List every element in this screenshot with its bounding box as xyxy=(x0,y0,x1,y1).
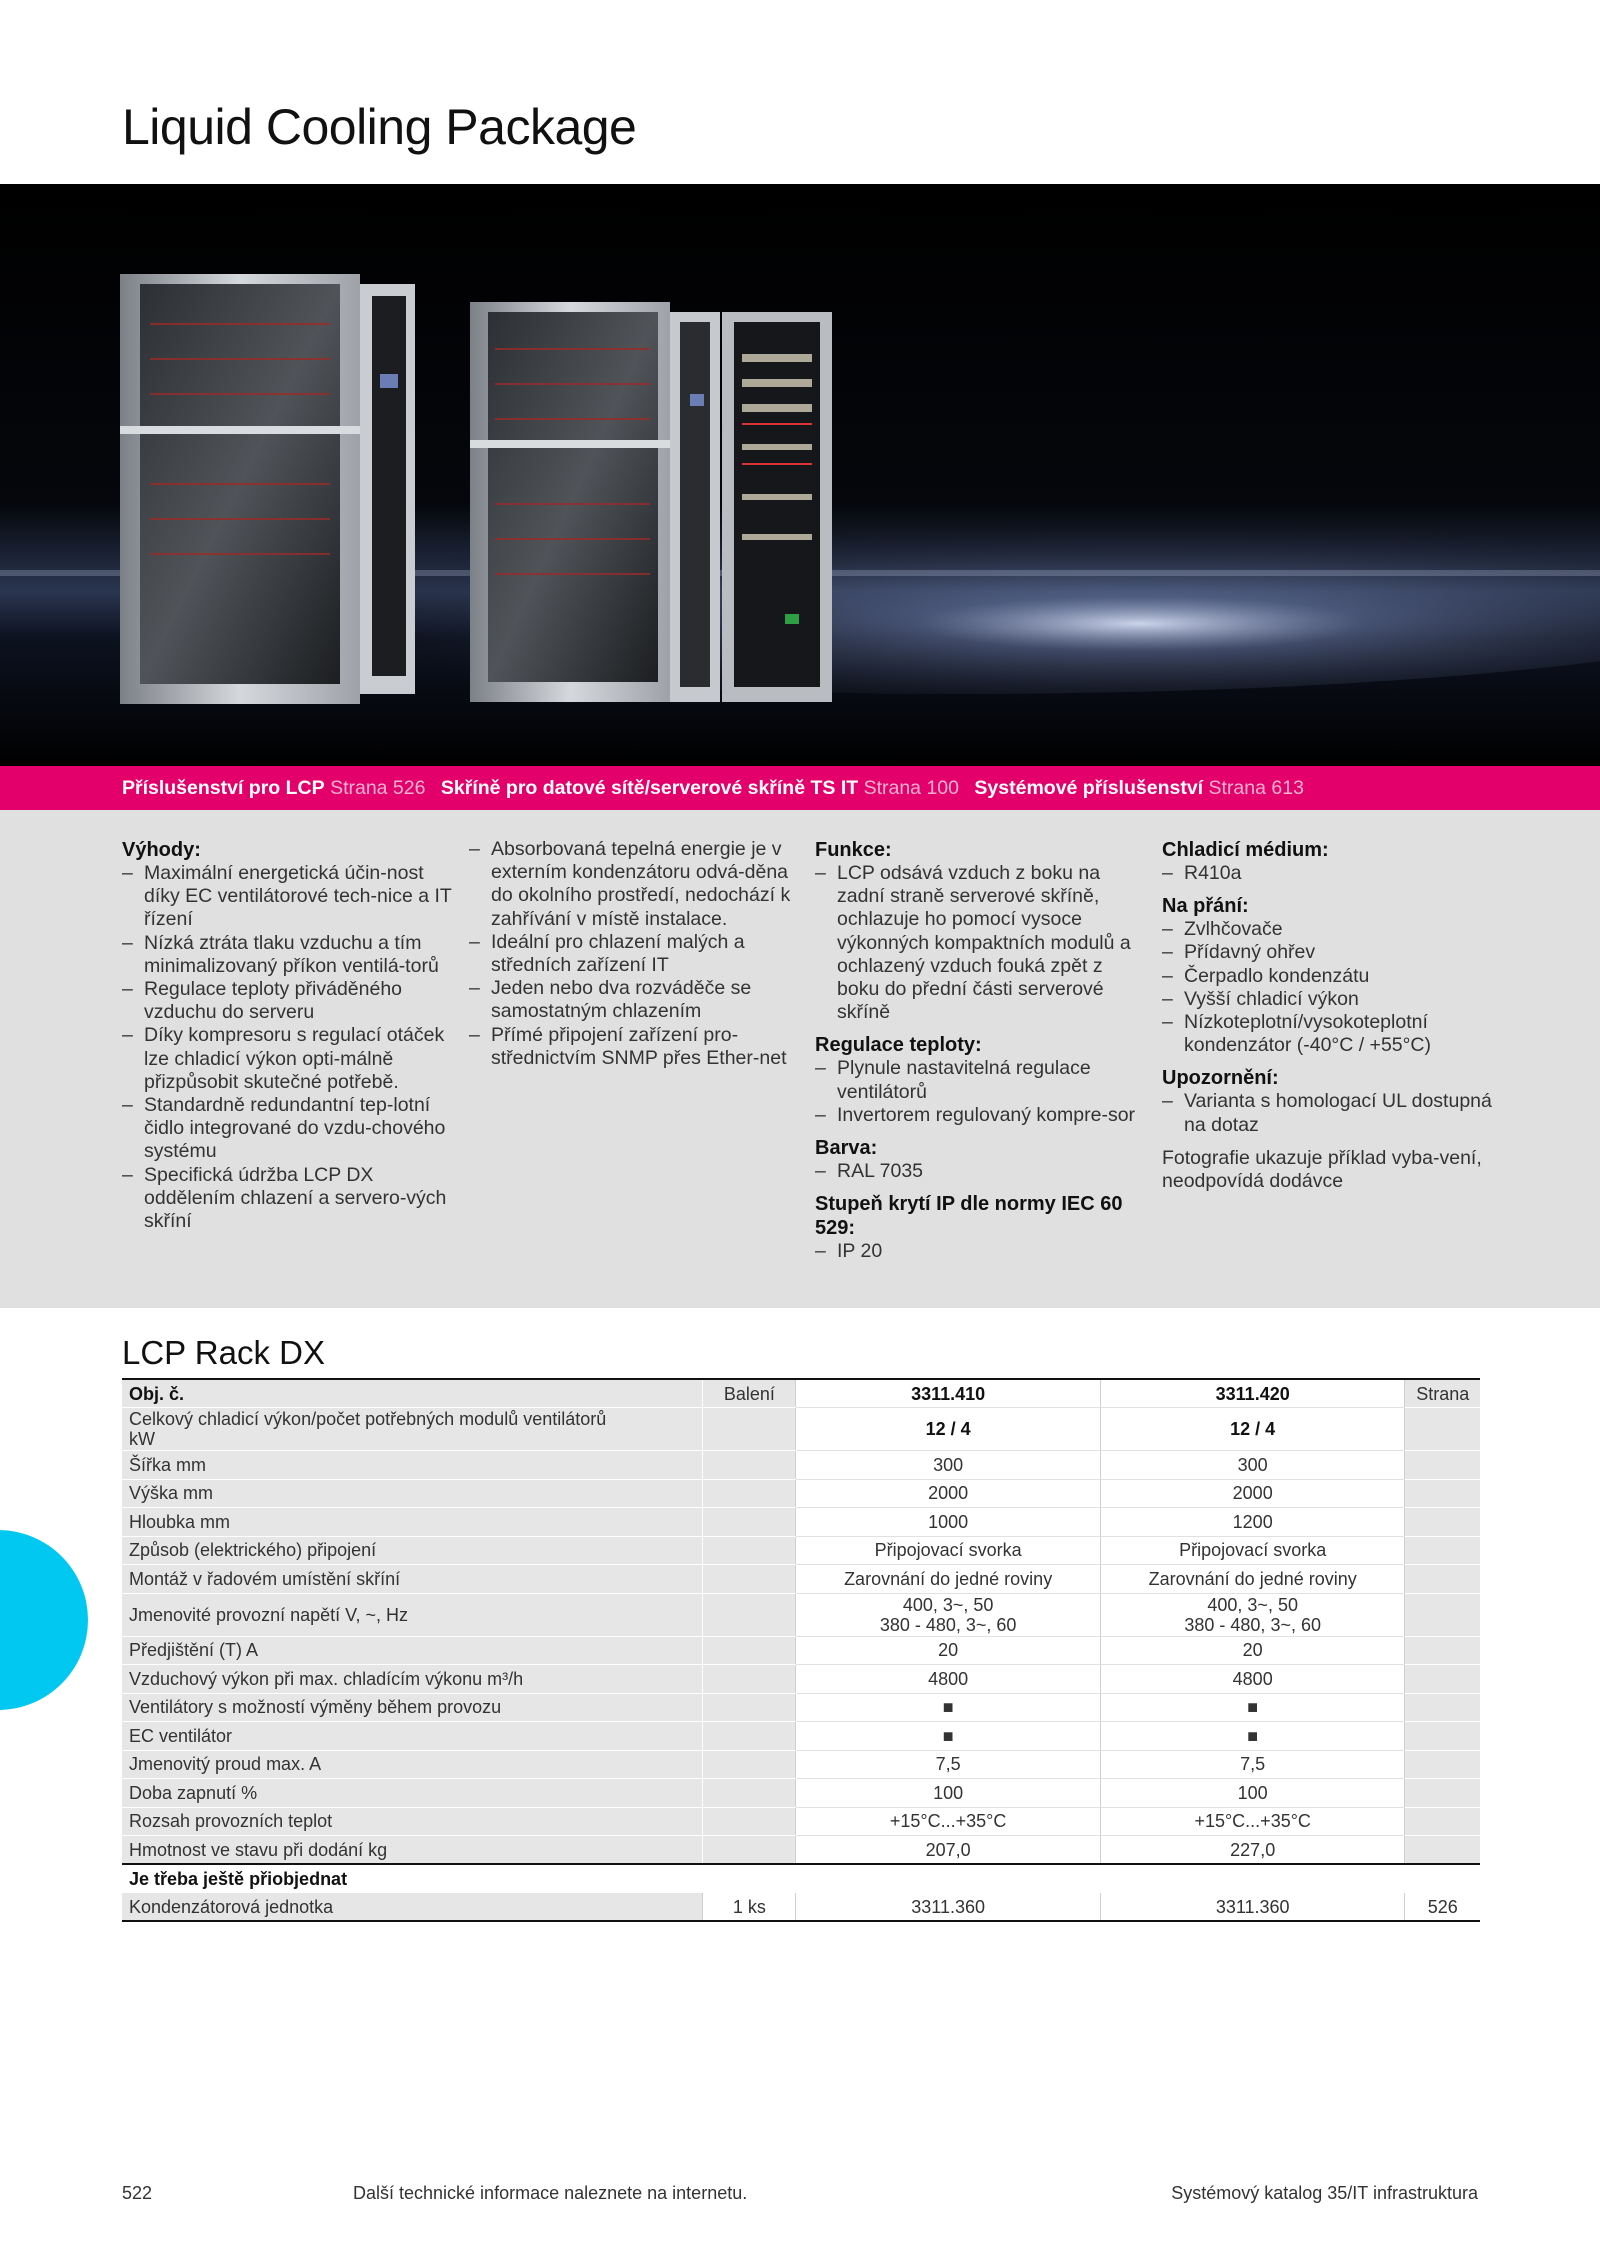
function-column xyxy=(815,838,1145,1263)
advantage-item: – Maximální energetická účin-nost díky EC ventilátorové tech-nice a IT řízení xyxy=(122,862,452,932)
row-value-1: 1000 xyxy=(796,1508,1101,1537)
spec-table xyxy=(122,1378,1480,1922)
advantage-item: – Nízká ztráta tlaku vzduchu a tím minimalizovaný příkon ventilá-torů xyxy=(122,932,452,978)
product-photo xyxy=(0,184,1600,766)
ip-item: – IP 20 xyxy=(815,1240,1145,1263)
row-label: Kondenzátorová jednotka xyxy=(122,1893,703,1922)
row-value-1[interactable]: 3311.360 xyxy=(796,1893,1101,1922)
row-page xyxy=(1405,1722,1480,1751)
advantages-heading: Výhody: xyxy=(122,839,201,861)
color-heading: Barva: xyxy=(815,1137,878,1160)
table-row xyxy=(122,1536,1480,1565)
advantage-item: – Absorbovaná tepelná energie je v externím kondenzátoru odvá-děna do okolního prostředí, nedochází k zahřívání v místě instalace. xyxy=(469,838,799,931)
ip-heading: Stupeň krytí IP dle normy IEC 60 529: xyxy=(815,1193,1123,1240)
table-row xyxy=(122,1836,1480,1865)
row-value-1: ■ xyxy=(796,1722,1101,1751)
table-row xyxy=(122,1807,1480,1836)
row-label: Montáž v řadovém umístění skříní xyxy=(122,1565,703,1594)
row-label: Jmenovitý proud max. A xyxy=(122,1750,703,1779)
option-item: – Zvlhčovače xyxy=(1162,918,1492,941)
option-item: – Vyšší chladicí výkon xyxy=(1162,988,1492,1011)
table-row xyxy=(122,1665,1480,1694)
advantage-item: – Ideální pro chlazení malých a středních zařízení IT xyxy=(469,931,799,977)
row-page xyxy=(1405,1836,1480,1865)
row-value-2: 1200 xyxy=(1100,1508,1405,1537)
ref-3-page: Strana 613 xyxy=(1208,777,1304,799)
row-pack xyxy=(703,1750,796,1779)
order-section-title: Je třeba ještě přiobjednat xyxy=(122,1864,1480,1893)
color-item: – RAL 7035 xyxy=(815,1160,1145,1183)
row-value-2[interactable]: 3311.360 xyxy=(1100,1893,1405,1922)
row-value-1: 2000 xyxy=(796,1479,1101,1508)
header-model-2[interactable]: 3311.420 xyxy=(1100,1379,1405,1408)
row-label xyxy=(122,1408,703,1451)
table-row xyxy=(122,1636,1480,1665)
table-row xyxy=(122,1693,1480,1722)
row-value-1: 300 xyxy=(796,1451,1101,1480)
row-page xyxy=(1405,1693,1480,1722)
row-label: Rozsah provozních teplot xyxy=(122,1807,703,1836)
row-label: Výška mm xyxy=(122,1479,703,1508)
row-label: Předjištění (T) A xyxy=(122,1636,703,1665)
row-value-2: 4800 xyxy=(1100,1665,1405,1694)
table-row xyxy=(122,1508,1480,1537)
row-value-2: 227,0 xyxy=(1100,1836,1405,1865)
related-links-bar xyxy=(0,766,1600,810)
row-label: Vzduchový výkon při max. chladícím výkonu m³/h xyxy=(122,1665,703,1694)
table-row xyxy=(122,1750,1480,1779)
row-pack xyxy=(703,1565,796,1594)
row-value-2: Připojovací svorka xyxy=(1100,1536,1405,1565)
advantage-item: – Jeden nebo dva rozváděče se samostatným chlazením xyxy=(469,977,799,1023)
row-value-2: Zarovnání do jedné roviny xyxy=(1100,1565,1405,1594)
row-page xyxy=(1405,1508,1480,1537)
ref-1-title[interactable]: Příslušenství pro LCP xyxy=(122,777,325,799)
row-pack xyxy=(703,1508,796,1537)
ref-3-title[interactable]: Systémové příslušenství xyxy=(974,777,1204,799)
row-value-1: 12 / 4 xyxy=(796,1408,1101,1451)
table-row xyxy=(122,1593,1480,1636)
section-marker xyxy=(0,1530,88,1710)
temperature-heading: Regulace teploty: xyxy=(815,1034,982,1057)
row-page xyxy=(1405,1636,1480,1665)
catalog-name: Systémový katalog 35/IT infrastruktura xyxy=(1171,2183,1478,2203)
power-unit: kW xyxy=(129,1429,155,1449)
row-value-1 xyxy=(796,1593,1101,1636)
row-pack xyxy=(703,1722,796,1751)
row-value-2: 300 xyxy=(1100,1451,1405,1480)
row-page xyxy=(1405,1565,1480,1594)
advantage-item: – Standardně redundantní tep-lotní čidlo integrované do vzdu-chového systému xyxy=(122,1094,452,1164)
advantages-column xyxy=(122,838,452,1233)
header-page: Strana xyxy=(1405,1379,1480,1408)
row-value-2: 2000 xyxy=(1100,1479,1405,1508)
table-row xyxy=(122,1893,1480,1922)
temperature-item: – Plynule nastavitelná regulace ventilátorů xyxy=(815,1057,1145,1103)
row-label: Hmotnost ve stavu při dodání kg xyxy=(122,1836,703,1865)
row-page xyxy=(1405,1779,1480,1808)
row-pack xyxy=(703,1593,796,1636)
voltage-line: 400, 3~, 50 xyxy=(1207,1594,1298,1615)
row-label: Ventilátory s možností výměny během provozu xyxy=(122,1693,703,1722)
row-value-2: ■ xyxy=(1100,1722,1405,1751)
row-page xyxy=(1405,1750,1480,1779)
ref-1-page: Strana 526 xyxy=(330,777,426,799)
notice-heading: Upozornění: xyxy=(1162,1067,1279,1090)
ref-2-page: Strana 100 xyxy=(863,777,959,799)
medium-column xyxy=(1162,838,1492,1193)
row-page xyxy=(1405,1807,1480,1836)
row-label: Hloubka mm xyxy=(122,1508,703,1537)
row-value-1: 100 xyxy=(796,1779,1101,1808)
row-page xyxy=(1405,1408,1480,1451)
row-label: EC ventilátor xyxy=(122,1722,703,1751)
table-title: LCP Rack DX xyxy=(122,1334,325,1371)
advantages-continued-column xyxy=(469,838,799,1070)
row-value-1: 20 xyxy=(796,1636,1101,1665)
row-pack xyxy=(703,1779,796,1808)
options-heading: Na přání: xyxy=(1162,895,1249,918)
row-label: Jmenovité provozní napětí V, ~, Hz xyxy=(122,1593,703,1636)
row-pack xyxy=(703,1451,796,1480)
function-item: – LCP odsává vzduch z boku na zadní straně serverové skříně, ochlazuje ho pomocí vysoce výkonných kompaktních modulů a ochlazený vzduch fouká zpět z boku do přední části serverové skříně xyxy=(815,862,1145,1024)
row-value-2 xyxy=(1100,1593,1405,1636)
page-number: 522 xyxy=(122,2183,153,2203)
row-pack xyxy=(703,1665,796,1694)
row-value-2: +15°C...+35°C xyxy=(1100,1807,1405,1836)
row-label: Doba zapnutí % xyxy=(122,1779,703,1808)
row-pack: 1 ks xyxy=(703,1893,796,1922)
row-pack xyxy=(703,1693,796,1722)
option-item: – Nízkoteplotní/vysokoteplotní kondenzátor (-40°C / +55°C) xyxy=(1162,1011,1492,1057)
advantage-item: – Regulace teploty přiváděného vzduchu do serveru xyxy=(122,978,452,1024)
row-page xyxy=(1405,1665,1480,1694)
power-label: Celkový chladicí výkon/počet potřebných modulů ventilátorů xyxy=(129,1409,607,1429)
header-order-no: Obj. č. xyxy=(122,1379,703,1408)
row-label: Šířka mm xyxy=(122,1451,703,1480)
row-value-1: +15°C...+35°C xyxy=(796,1807,1101,1836)
header-pack: Balení xyxy=(703,1379,796,1408)
advantage-item: – Díky kompresoru s regulací otáček lze chladicí výkon opti-málně přizpůsobit skutečné potřebě. xyxy=(122,1024,452,1094)
function-heading: Funkce: xyxy=(815,839,892,861)
voltage-line: 380 - 480, 3~, 60 xyxy=(1184,1614,1321,1635)
advantage-item: – Přímé připojení zařízení pro-střednictvím SNMP přes Ether-net xyxy=(469,1024,799,1070)
table-row xyxy=(122,1479,1480,1508)
row-page xyxy=(1405,1536,1480,1565)
row-pack xyxy=(703,1807,796,1836)
row-value-1: ■ xyxy=(796,1693,1101,1722)
medium-item: – R410a xyxy=(1162,862,1492,885)
row-pack xyxy=(703,1636,796,1665)
option-item: – Přídavný ohřev xyxy=(1162,941,1492,964)
row-value-1: Zarovnání do jedné roviny xyxy=(796,1565,1101,1594)
features-panel xyxy=(0,810,1600,1308)
row-value-2: 7,5 xyxy=(1100,1750,1405,1779)
advantage-item: – Specifická údržba LCP DX oddělením chlazení a servero-vých skříní xyxy=(122,1164,452,1234)
row-pack xyxy=(703,1479,796,1508)
voltage-line: 400, 3~, 50 xyxy=(902,1594,994,1615)
ref-2-title[interactable]: Skříně pro datové sítě/serverové skříně TS IT xyxy=(440,777,859,799)
table-row xyxy=(122,1565,1480,1594)
voltage-line: 380 - 480, 3~, 60 xyxy=(879,1614,1017,1635)
notice-item: – Varianta s homologací UL dostupná na dotaz xyxy=(1162,1090,1492,1136)
row-page xyxy=(1405,1451,1480,1480)
table-row xyxy=(122,1451,1480,1480)
row-value-2: ■ xyxy=(1100,1693,1405,1722)
header-model-1[interactable]: 3311.410 xyxy=(796,1379,1101,1408)
table-header-row xyxy=(122,1379,1480,1408)
row-value-1: 7,5 xyxy=(796,1750,1101,1779)
row-pack xyxy=(703,1408,796,1451)
row-value-2: 20 xyxy=(1100,1636,1405,1665)
row-pack xyxy=(703,1836,796,1865)
row-value-1: 207,0 xyxy=(796,1836,1101,1865)
row-label: Způsob (elektrického) připojení xyxy=(122,1536,703,1565)
order-section-row xyxy=(122,1864,1480,1893)
footer-note: Další technické informace naleznete na internetu. xyxy=(353,2183,748,2203)
row-page xyxy=(1405,1593,1480,1636)
row-page xyxy=(1405,1479,1480,1508)
table-row xyxy=(122,1722,1480,1751)
table-row xyxy=(122,1779,1480,1808)
medium-heading: Chladicí médium: xyxy=(1162,839,1329,861)
table-row xyxy=(122,1408,1480,1451)
option-item: – Čerpadlo kondenzátu xyxy=(1162,965,1492,988)
photo-note: Fotografie ukazuje příklad vyba-vení, neodpovídá dodávce xyxy=(1162,1146,1482,1193)
row-value-2: 100 xyxy=(1100,1779,1405,1808)
row-value-1: 4800 xyxy=(796,1665,1101,1694)
row-page[interactable]: 526 xyxy=(1405,1893,1480,1922)
temperature-item: – Invertorem regulovaný kompre-sor xyxy=(815,1104,1145,1127)
row-value-1: Připojovací svorka xyxy=(796,1536,1101,1565)
row-pack xyxy=(703,1536,796,1565)
page-title: Liquid Cooling Package xyxy=(122,99,637,155)
row-value-2: 12 / 4 xyxy=(1100,1408,1405,1451)
